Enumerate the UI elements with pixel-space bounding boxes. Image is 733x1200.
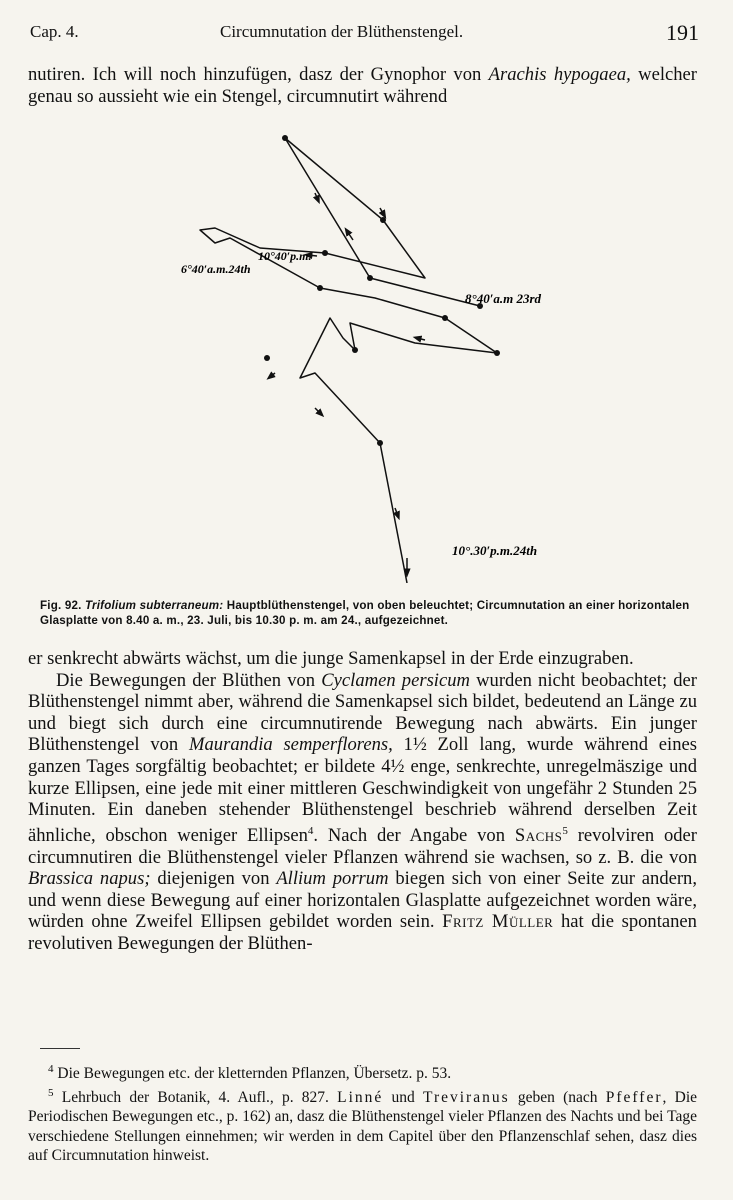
running-header	[30, 18, 699, 48]
caption-fig-number: Fig. 92.	[40, 599, 82, 612]
author-fritz-muller: Fritz Müller	[442, 911, 554, 933]
label-end: 10°.30′p.m.24th	[452, 543, 538, 558]
footnote-ref-4: 4	[307, 824, 314, 837]
footnote-4: $^4$ Die Bewegungen etc. der kletternden Pflanzen, Übersetz. p. 53.	[48, 1063, 452, 1083]
intro-text-2: welcher genau so aussieht wie ein Stengel, circumnutirt während	[28, 64, 697, 107]
footnote-5: $^5$ Lehrbuch der Botanik, 4. Aufl., p. 827. Linné und Treviranus geben (nach Pfeffer, Die Periodischen Bewegungen etc., p. 162) an, dasz die Blüthenstengel vieler Pflanzen des Nachts und bei Tage verschiedene Stellungen einnehmen; wir werden in dem Capitel über den Pflanzenschlaf sehen, dasz dies auf Circumnutation hinweist.	[28, 1086, 697, 1165]
species-cyclamen: Cyclamen persicum	[321, 669, 470, 691]
label-1040pm: 10°40′p.m.	[258, 249, 312, 263]
circumnutation-trace	[175, 128, 575, 583]
footnote-divider	[40, 1048, 80, 1049]
species-maurandia: Maurandia semperflorens,	[189, 734, 393, 756]
author-sachs: Sachs	[514, 824, 563, 846]
species-brassica: Brassica napus;	[28, 868, 151, 890]
author-linne: Linné	[337, 1088, 384, 1106]
page-number: 191	[666, 20, 699, 45]
trace-line	[200, 138, 497, 583]
author-treviranus: Treviranus	[423, 1088, 510, 1106]
running-title: Circumnutation der Blüthenstengel.	[220, 22, 464, 41]
label-640am: 6°40′a.m.24th	[181, 262, 251, 276]
intro-text-1: nutiren. Ich will noch hinzufügen, dasz der Gynophor von	[28, 64, 489, 85]
caption-text: Hauptblüthenstengel, von oben beleuchtet; Circumnutation an einer horizontalen Glasplatte von 8.40 a. m., 23. Juli, bis 10.30 p. m. am 24., aufgezeichnet.	[40, 599, 690, 627]
body-text	[28, 648, 697, 955]
caption-species: Trifolium subterraneum:	[84, 599, 224, 612]
figure-caption	[40, 598, 693, 628]
species-arachis: Arachis hypogaea,	[488, 64, 631, 85]
paragraph-2: Die Bewegungen der Blüthen von Cyclamen persicum wurden nicht beobachtet; der Blüthenstengel nimmt aber, während die Samenkapsel sich bildet, bedeutend an Länge zu und biegt sich durch eine circumnutirende Bewegung nach abwärts. Ein junger Blüthenstengel von Maurandia semperflorens, 1½ Zoll lang, wurde während eines ganzen Tages sorgfältig beobachtet; er bildete 4½ enge, senkrechte, unregelmäszige und kurze Ellipsen, eine jede mit einer mittleren Geschwindigkeit von ungefähr 2 Stunden 25 Minuten. Ein daneben stehender Blüthenstengel beschrieb während derselben Zeit ähnliche, obschon weniger Ellipsen$^4$. Nach der Angabe von Sachs$^5$ revolviren oder circumnutiren die Blüthenstengel vieler Pflanzen während sie wachsen, so z. B. die von Brassica napus; diejenigen von Allium porrum biegen sich von einer Seite zur andern, und wenn diese Bewegung auf einer horizontalen Glasplatte aufgezeichnet worden wäre, würden ohne Zweifel Ellipsen gebildet worden sein. Fritz Müller hat die spontanen revolutiven Bewegungen der Blüthen-	[28, 669, 698, 954]
label-start: 8°40′a.m 23rd	[465, 291, 542, 306]
chapter-label: Cap. 4.	[30, 22, 79, 41]
footnote-ref-5: 5	[562, 824, 568, 837]
paragraph-1: er senkrecht abwärts wächst, um die junge Samenkapsel in der Erde einzugraben.	[28, 648, 634, 669]
species-allium: Allium porrum	[276, 868, 389, 890]
author-pfeffer: Pfeffer	[605, 1088, 663, 1106]
intro-paragraph	[28, 64, 697, 107]
footnotes	[28, 1060, 697, 1166]
circumnutation-figure	[175, 128, 575, 583]
